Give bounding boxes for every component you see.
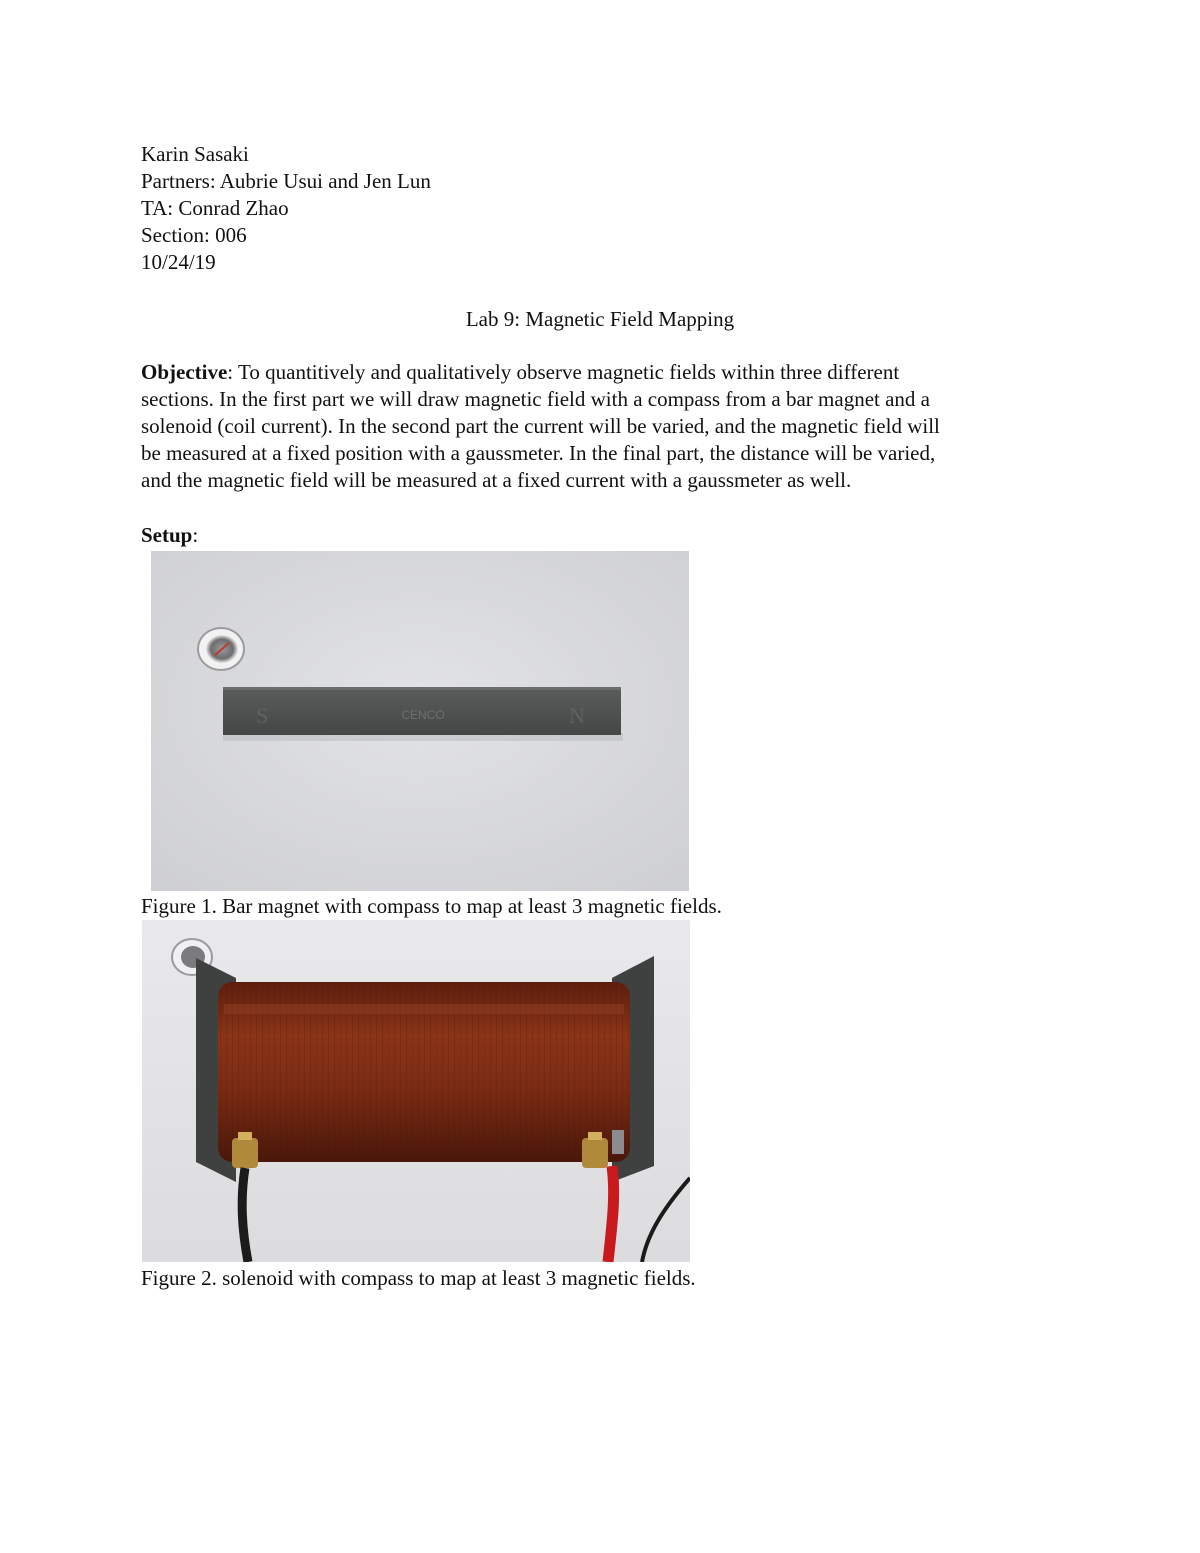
objective-text-1: To quantitively and qualitatively observe magnetic fields within three different <box>233 360 900 384</box>
solenoid-coil <box>218 982 630 1162</box>
figure-1-photo <box>151 551 689 891</box>
setup-separator: : <box>192 523 199 547</box>
objective-separator: : <box>227 360 234 384</box>
figure-2-caption: Figure 2. solenoid with compass to map at least 3 magnetic fields. <box>141 1266 696 1290</box>
objective-paragraph <box>141 359 1061 494</box>
compass-icon <box>198 628 244 670</box>
ta-line: TA: Conrad Zhao <box>141 196 289 220</box>
figure-2-photo <box>142 920 690 1262</box>
objective-line-3: solenoid (coil current). In the second part the current will be varied, and the magnetic field will <box>141 414 940 438</box>
section-line: Section: 006 <box>141 223 247 247</box>
partners-line: Partners: Aubrie Usui and Jen Lun <box>141 169 431 193</box>
objective-line-1 <box>141 359 1061 386</box>
objective-line-2: sections. In the first part we will draw magnetic field with a compass from a bar magnet and a <box>141 387 930 411</box>
bar-magnet <box>223 687 621 735</box>
setup-heading <box>141 522 198 549</box>
bar-magnet-image <box>151 551 689 891</box>
header-info <box>141 141 431 276</box>
author-name: Karin Sasaki <box>141 142 249 166</box>
solenoid-image <box>142 920 690 1262</box>
date-line: 10/24/19 <box>141 250 216 274</box>
figure-1-caption: Figure 1. Bar magnet with compass to map at least 3 magnetic fields. <box>141 894 722 918</box>
objective-line-5: and the magnetic field will be measured at a fixed current with a gaussmeter as well. <box>141 468 852 492</box>
magnet-logo: CENCO <box>401 708 445 722</box>
red-wire <box>608 1166 614 1262</box>
magnet-pole-n: N <box>569 703 585 728</box>
setup-label: Setup <box>141 523 193 547</box>
objective-label: Objective <box>141 360 228 384</box>
magnet-pole-s: S <box>256 703 269 728</box>
objective-line-4: be measured at a fixed position with a gaussmeter. In the final part, the distance will be varied, <box>141 441 936 465</box>
lab-title: Lab 9: Magnetic Field Mapping <box>465 307 735 331</box>
